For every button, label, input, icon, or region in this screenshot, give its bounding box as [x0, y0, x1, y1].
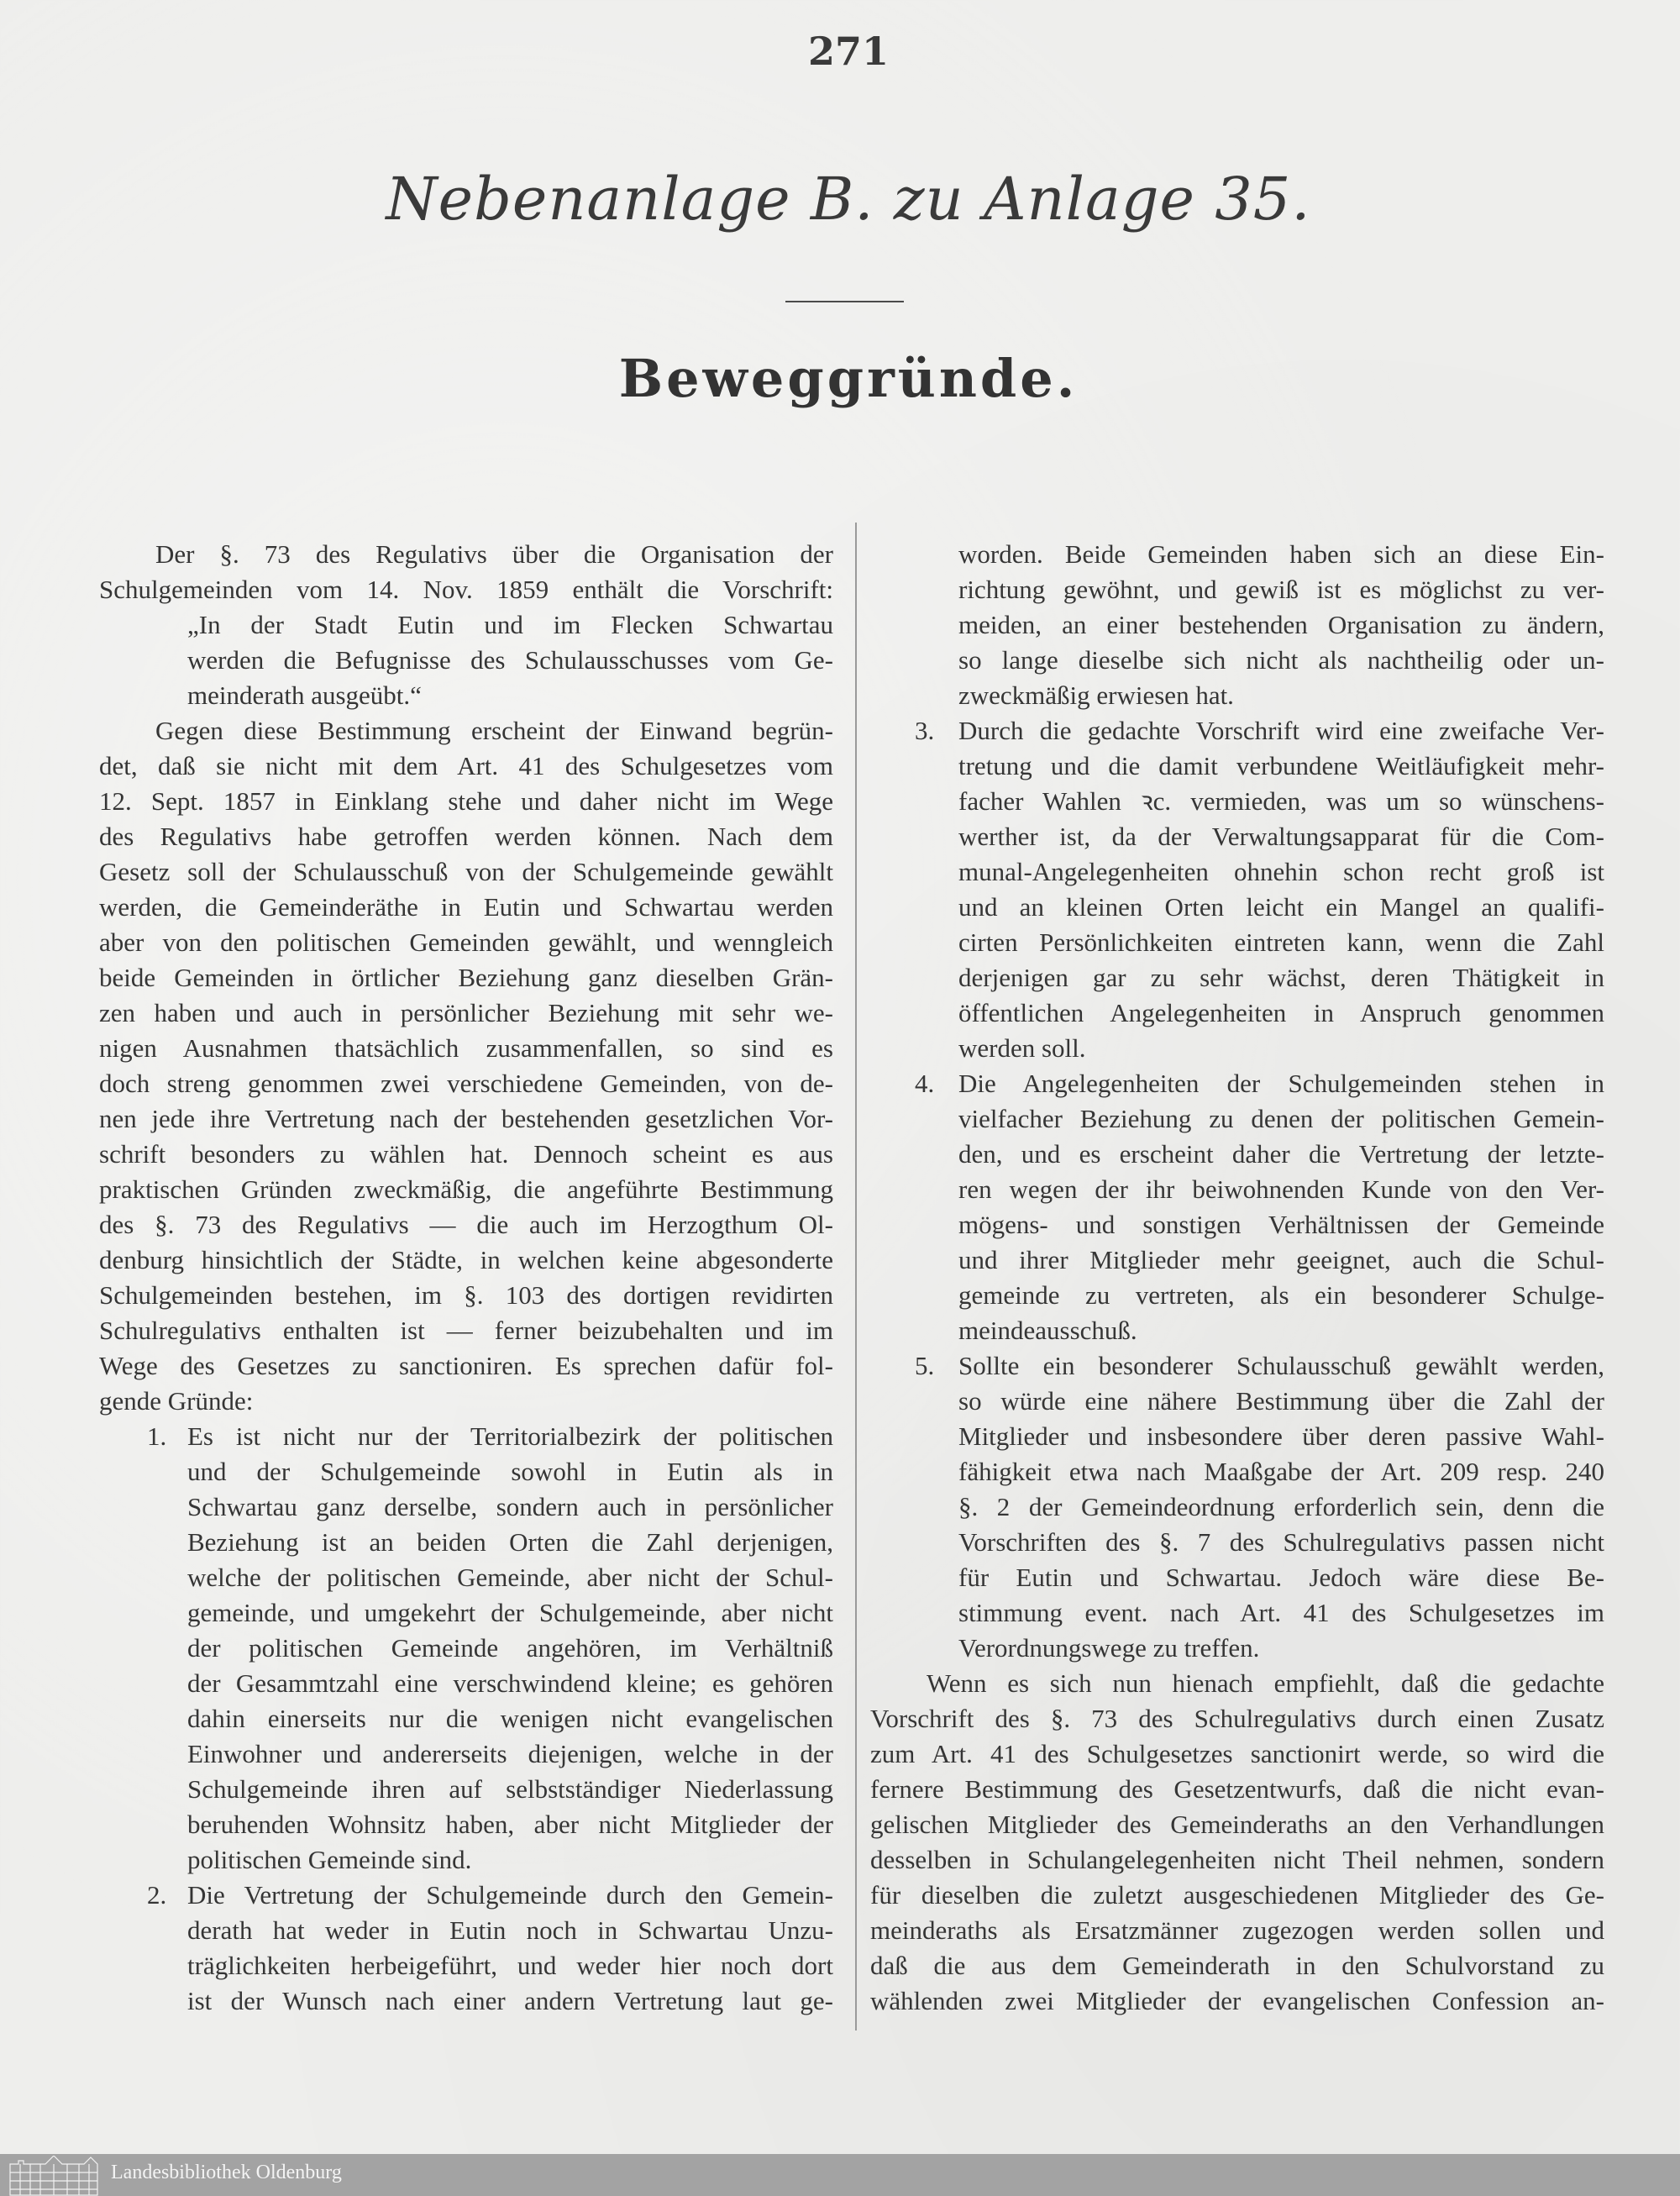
- item-number: 5.: [915, 1351, 935, 1380]
- text-line: ist der Wunsch nach einer andern Vertretung laut ge-: [187, 1986, 833, 2015]
- text-line: Der §. 73 des Regulativs über die Organisation der: [155, 539, 833, 569]
- column-divider: [855, 523, 857, 2031]
- section-heading: Beweggründe.: [618, 348, 1079, 409]
- text-line: worden. Beide Gemeinden haben sich an diese Ein-: [958, 539, 1604, 569]
- text-line: dahin einerseits nur die wenigen nicht evangelischen: [187, 1704, 833, 1733]
- text-line: schrift besonders zu wählen hat. Dennoch scheint es aus: [99, 1139, 833, 1169]
- text-line: meindeausschuß.: [958, 1316, 1137, 1345]
- text-line: Beziehung ist an beiden Orten die Zahl derjenigen,: [187, 1527, 833, 1557]
- text-line: Schulgemeinden bestehen, im §. 103 des dortigen revidirten: [99, 1280, 833, 1310]
- text-line: Verordnungswege zu treffen.: [958, 1633, 1260, 1663]
- text-line: so lange dieselbe sich nicht als nachtheilig oder un-: [958, 645, 1604, 675]
- text-line: gelischen Mitglieder des Gemeinderaths an den Verhandlungen: [870, 1810, 1604, 1839]
- left-column: [99, 537, 833, 2019]
- item-text: Sollte ein besonderer Schulausschuß gewählt werden,: [958, 1351, 1604, 1380]
- text-line: werden, die Gemeinderäthe in Eutin und Schwartau werden: [99, 892, 833, 922]
- text-line: ren wegen der ihr beiwohnenden Kunde von den Ver-: [958, 1174, 1604, 1204]
- text-line: facher Wahlen ꝛc. vermieden, was um so wünschens-: [958, 786, 1604, 816]
- text-line: Schulregulativs enthalten ist — ferner beizubehalten und im: [99, 1316, 833, 1345]
- text-line: det, daß sie nicht mit dem Art. 41 des Schulgesetzes vom: [99, 751, 833, 780]
- text-line: und ihrer Mitglieder mehr geeignet, auch die Schul-: [958, 1245, 1604, 1274]
- text-line: beide Gemeinden in örtlicher Beziehung ganz dieselben Grän-: [99, 963, 833, 992]
- text-line: meiden, an einer bestehenden Organisation zu ändern,: [958, 610, 1604, 639]
- text-line: [915, 713, 1604, 749]
- text-line: werther ist, da der Verwaltungsapparat für die Com-: [958, 822, 1604, 851]
- text-line: praktischen Gründen zweckmäßig, die angeführte Bestimmung: [99, 1174, 833, 1204]
- text-line: werden soll.: [958, 1033, 1086, 1063]
- text-line: öffentlichen Angelegenheiten in Anspruch genommen: [958, 998, 1604, 1027]
- text-line: für dieselben die zuletzt ausgeschiedenen Mitglieder des Ge-: [870, 1880, 1604, 1910]
- text-line: [147, 1878, 833, 1913]
- text-line: [147, 1419, 833, 1454]
- page-number: 271: [807, 29, 890, 74]
- text-line: mögens- und sonstigen Verhältnissen der Gemeinde: [958, 1210, 1604, 1239]
- text-line: vielfacher Beziehung zu denen der politischen Gemein-: [958, 1104, 1604, 1133]
- text-line: tretung und die damit verbundene Weitläufigkeit mehr-: [958, 751, 1604, 780]
- text-line: meinderaths als Ersatzmänner zugezogen werden sollen und: [870, 1915, 1604, 1945]
- text-line: Gegen diese Bestimmung erscheint der Einwand begrün-: [155, 716, 833, 745]
- text-line: Schwartau ganz derselbe, sondern auch in persönlicher: [187, 1492, 833, 1521]
- list-item-4: [870, 1066, 1604, 1348]
- text-line: beruhenden Wohnsitz haben, aber nicht Mitglieder der: [187, 1810, 833, 1839]
- list-item-3: [870, 713, 1604, 1066]
- text-line: Einwohner und andererseits diejenigen, welche in der: [187, 1739, 833, 1768]
- text-line: fernere Bestimmung des Gesetzentwurfs, daß die nicht evan-: [870, 1774, 1604, 1804]
- text-line: denburg hinsichtlich der Städte, in welchen keine abgesonderte: [99, 1245, 833, 1274]
- library-name: Landesbibliothek Oldenburg: [111, 2162, 342, 2183]
- text-line: für Eutin und Schwartau. Jedoch wäre diese Be-: [958, 1563, 1604, 1592]
- list-item-1: [99, 1419, 833, 1878]
- text-line: derjenigen gar zu sehr wächst, deren Thätigkeit in: [958, 963, 1604, 992]
- text-line: zweckmäßig erwiesen hat.: [958, 680, 1234, 710]
- text-line: des §. 73 des Regulativs — die auch im Herzogthum Ol-: [99, 1210, 833, 1239]
- text-line: desselben in Schulangelegenheiten nicht Theil nehmen, sondern: [870, 1845, 1604, 1874]
- text-line: gende Gründe:: [99, 1386, 254, 1416]
- text-line: wählenden zwei Mitglieder der evangelischen Confession an-: [870, 1986, 1604, 2015]
- title-divider: [785, 301, 904, 302]
- library-building-icon: [7, 2156, 103, 2196]
- text-line: „In der Stadt Eutin und im Flecken Schwartau: [187, 610, 833, 639]
- item-text: Durch die gedachte Vorschrift wird eine zweifache Ver-: [958, 716, 1604, 745]
- text-line: Wege des Gesetzes zu sanctioniren. Es sprechen dafür fol-: [99, 1351, 833, 1380]
- text-line: stimmung event. nach Art. 41 des Schulgesetzes im: [958, 1598, 1604, 1627]
- text-line: Gesetz soll der Schulausschuß von der Schulgemeinde gewählt: [99, 857, 833, 886]
- text-line: politischen Gemeinde sind.: [187, 1845, 472, 1874]
- text-line: [915, 1348, 1604, 1384]
- text-line: gemeinde, und umgekehrt der Schulgemeinde, aber nicht: [187, 1598, 833, 1627]
- item-text: Die Vertretung der Schulgemeinde durch den Gemein-: [187, 1880, 833, 1910]
- text-line: und der Schulgemeinde sowohl in Eutin als in: [187, 1457, 833, 1486]
- text-line: 12. Sept. 1857 in Einklang stehe und daher nicht im Wege: [99, 786, 833, 816]
- text-line: munal-Angelegenheiten ohnehin schon recht groß ist: [958, 857, 1604, 886]
- text-line: derath hat weder in Eutin noch in Schwartau Unzu-: [187, 1915, 833, 1945]
- text-line: der politischen Gemeinde angehören, im Verhältniß: [187, 1633, 833, 1663]
- text-line: §. 2 der Gemeindeordnung erforderlich sein, denn die: [958, 1492, 1604, 1521]
- item-number: 2.: [147, 1880, 167, 1910]
- text-line: nigen Ausnahmen thatsächlich zusammenfallen, so sind es: [99, 1033, 833, 1063]
- text-line: Schulgemeinde ihren auf selbstständiger Niederlassung: [187, 1774, 833, 1804]
- text-line: cirten Persönlichkeiten eintreten kann, wenn die Zahl: [958, 927, 1604, 957]
- text-line: richtung gewöhnt, und gewiß ist es möglichst zu ver-: [958, 575, 1604, 604]
- text-line: und an kleinen Orten leicht ein Mangel an qualifi-: [958, 892, 1604, 922]
- text-line: Vorschrift des §. 73 des Schulregulativs durch einen Zusatz: [870, 1704, 1604, 1733]
- paragraph-conclusion: [870, 1666, 1604, 2019]
- text-line: fähigkeit etwa nach Maaßgabe der Art. 209 resp. 240: [958, 1457, 1604, 1486]
- text-line: aber von den politischen Gemeinden gewählt, und wenngleich: [99, 927, 833, 957]
- text-line: Wenn es sich nun hienach empfiehlt, daß die gedachte: [927, 1668, 1604, 1698]
- text-line: gemeinde zu vertreten, als ein besonderer Schulge-: [958, 1280, 1604, 1310]
- right-column: [870, 537, 1604, 2019]
- text-line: träglichkeiten herbeigeführt, und weder hier noch dort: [187, 1951, 833, 1980]
- text-line: den, und es erscheint daher die Vertretung der letzte-: [958, 1139, 1604, 1169]
- text-line: so würde eine nähere Bestimmung über die Zahl der: [958, 1386, 1604, 1416]
- list-item-2: [99, 1878, 833, 2019]
- list-item-2-continued: [870, 537, 1604, 713]
- text-line: Vorschriften des §. 7 des Schulregulativs passen nicht: [958, 1527, 1604, 1557]
- footer-bar: [0, 2154, 1680, 2196]
- text-line: des Regulativs habe getroffen werden können. Nach dem: [99, 822, 833, 851]
- text-line: werden die Befugnisse des Schulausschusses vom Ge-: [187, 645, 833, 675]
- item-number: 4.: [915, 1069, 935, 1098]
- document-title: Nebenanlage B. zu Anlage 35.: [386, 165, 1311, 234]
- text-line: daß die aus dem Gemeinderath in den Schulvorstand zu: [870, 1951, 1604, 1980]
- text-line: meinderath ausgeübt.“: [187, 680, 422, 710]
- paragraph-objection: [99, 713, 833, 1419]
- text-line: welche der politischen Gemeinde, aber nicht der Schul-: [187, 1563, 833, 1592]
- text-line: der Gesammtzahl eine verschwindend kleine; es gehören: [187, 1668, 833, 1698]
- text-line: [915, 1066, 1604, 1101]
- text-line: Schulgemeinden vom 14. Nov. 1859 enthält die Vorschrift:: [99, 575, 833, 604]
- text-line: doch streng genommen zwei verschiedene Gemeinden, von de-: [99, 1069, 833, 1098]
- item-number: 1.: [147, 1421, 167, 1451]
- text-line: nen jede ihre Vertretung nach der bestehenden gesetzlichen Vor-: [99, 1104, 833, 1133]
- quotation: [99, 607, 833, 713]
- text-line: Mitglieder und insbesondere über deren passive Wahl-: [958, 1421, 1604, 1451]
- item-number: 3.: [915, 716, 935, 745]
- list-item-5: [870, 1348, 1604, 1666]
- text-line: zen haben und auch in persönlicher Beziehung mit sehr we-: [99, 998, 833, 1027]
- text-line: zum Art. 41 des Schulgesetzes sanctionirt werde, so wird die: [870, 1739, 1604, 1768]
- item-text: Es ist nicht nur der Territorialbezirk der politischen: [187, 1421, 833, 1451]
- item-text: Die Angelegenheiten der Schulgemeinden stehen in: [958, 1069, 1604, 1098]
- paragraph-intro: [99, 537, 833, 607]
